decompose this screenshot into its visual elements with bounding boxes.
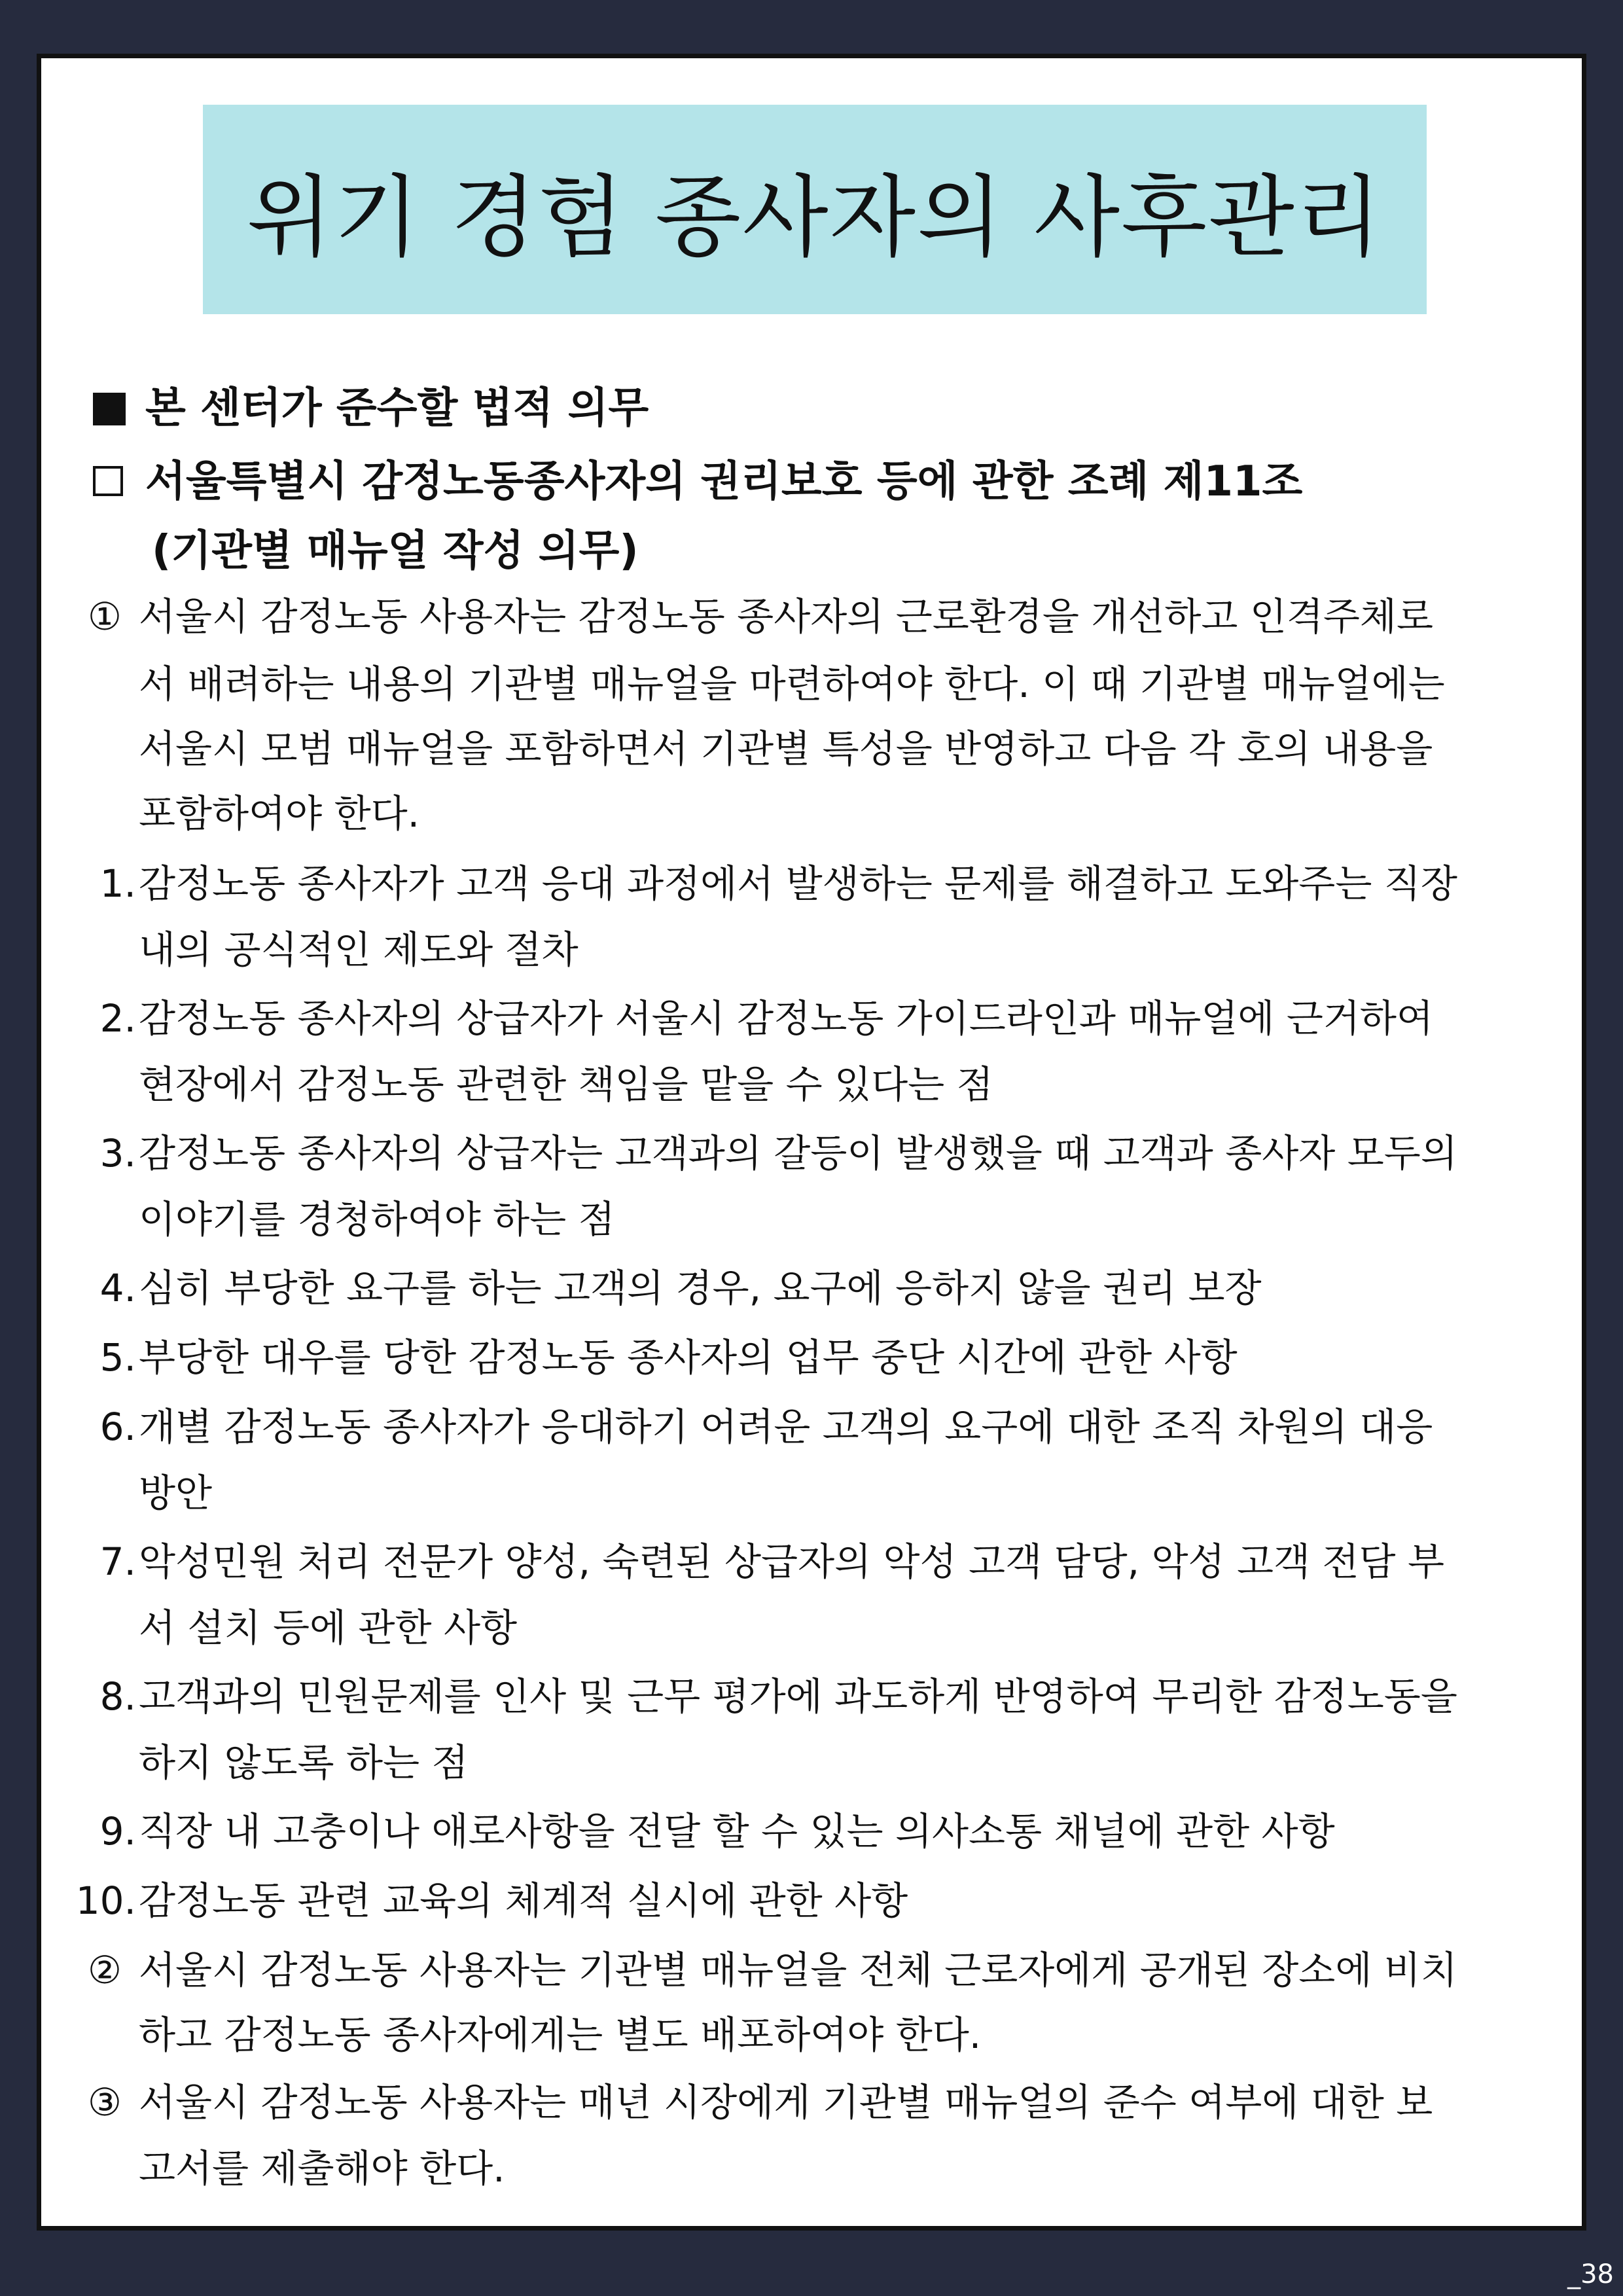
list-item-line: 개별 감정노동 종사자가 응대하기 어려운 고객의 요구에 대한 조직 차원의 대응 — [139, 1405, 1433, 1449]
list-item-number: 1. — [99, 861, 136, 906]
list-item-number: 8. — [99, 1674, 136, 1719]
paragraph-line: 서울시 감정노동 사용자는 감정노동 종사자의 근로환경을 개선하고 인격주체로 — [139, 594, 1433, 639]
list-item-line: 악성민원 처리 전문가 양성, 숙련된 상급자의 악성 고객 담당, 악성 고객 전담 부 — [139, 1539, 1444, 1584]
paragraph-marker: ③ — [88, 2080, 122, 2125]
list-item-number: 3. — [99, 1131, 136, 1175]
paragraph-line: 서울시 감정노동 사용자는 매년 시장에게 기관별 매뉴얼의 준수 여부에 대한 보 — [139, 2080, 1433, 2125]
paragraph-marker: ② — [88, 1948, 122, 1992]
list-item-line: 심히 부당한 요구를 하는 고객의 경우, 요구에 응하지 않을 권리 보장 — [139, 1266, 1262, 1310]
paragraph-line: 서울시 감정노동 사용자는 기관별 매뉴얼을 전체 근로자에게 공개된 장소에 비치 — [139, 1948, 1457, 1992]
list-item-line: 내의 공식적인 제도와 절차 — [139, 927, 579, 972]
list-item-number: 10. — [75, 1878, 136, 1923]
list-item-line: 서 설치 등에 관한 사항 — [139, 1605, 517, 1650]
paragraph-line: 포함하여야 한다. — [139, 791, 420, 836]
list-item-line: 감정노동 관련 교육의 체계적 실시에 관한 사항 — [139, 1878, 908, 1923]
ordinance-subtitle: (기관별 매뉴얼 작성 의무) — [152, 527, 639, 575]
filled-square-bullet-icon — [93, 393, 126, 425]
list-item-number: 9. — [99, 1809, 136, 1854]
list-item-number: 4. — [99, 1266, 136, 1310]
paragraph-marker: ① — [88, 594, 122, 639]
empty-square-bullet-icon — [93, 466, 123, 496]
paragraph-line: 서 배려하는 내용의 기관별 매뉴얼을 마련하여야 한다. 이 때 기관별 매뉴얼에는 — [139, 662, 1445, 706]
ordinance-title: 서울특별시 감정노동종사자의 권리보호 등에 관한 조례 제11조 — [145, 457, 1303, 506]
list-item-line: 현장에서 감정노동 관련한 책임을 맡을 수 있다는 점 — [139, 1062, 993, 1107]
page-title: 위기 경험 종사자의 사후관리 — [246, 166, 1383, 270]
list-item-number: 6. — [99, 1405, 136, 1449]
list-item-line: 직장 내 고충이나 애로사항을 전달 할 수 있는 의사소통 채널에 관한 사항 — [139, 1809, 1335, 1854]
list-item-number: 7. — [99, 1539, 136, 1584]
list-item-line: 감정노동 종사자의 상급자가 서울시 감정노동 가이드라인과 매뉴얼에 근거하여 — [139, 996, 1433, 1041]
list-item-line: 고객과의 민원문제를 인사 및 근무 평가에 과도하게 반영하여 무리한 감정노동을 — [139, 1674, 1457, 1719]
list-item-line: 하지 않도록 하는 점 — [139, 1740, 469, 1785]
list-item-line: 이야기를 경청하여야 하는 점 — [139, 1197, 615, 1242]
paragraph-line: 서울시 모범 매뉴얼을 포함하면서 기관별 특성을 반영하고 다음 각 호의 내용을 — [139, 726, 1433, 771]
list-item-line: 감정노동 종사자가 고객 응대 과정에서 발생하는 문제를 해결하고 도와주는 직장 — [139, 861, 1457, 906]
paragraph-line: 고서를 제출해야 한다. — [139, 2146, 505, 2191]
list-item-number: 2. — [99, 996, 136, 1041]
list-item-line: 방안 — [139, 1471, 213, 1515]
list-item-number: 5. — [99, 1335, 136, 1380]
page-number: _38 — [1567, 2259, 1614, 2289]
list-item-line: 부당한 대우를 당한 감정노동 종사자의 업무 중단 시간에 관한 사항 — [139, 1335, 1238, 1380]
paragraph-line: 하고 감정노동 종사자에게는 별도 배포하여야 한다. — [139, 2013, 982, 2057]
list-item-line: 감정노동 종사자의 상급자는 고객과의 갈등이 발생했을 때 고객과 종사자 모두의 — [139, 1131, 1457, 1175]
section-heading: 본 센터가 준수할 법적 의무 — [145, 384, 649, 433]
